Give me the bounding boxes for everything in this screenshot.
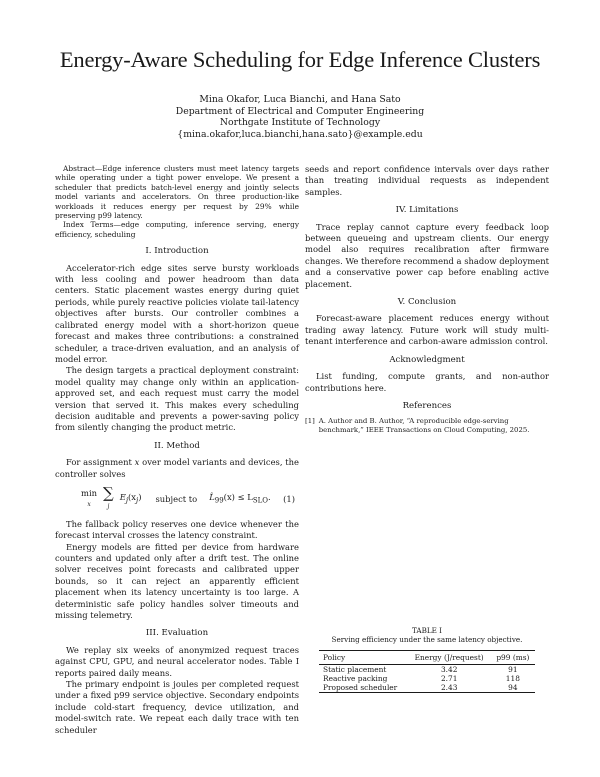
section-heading-evaluation: III. Evaluation bbox=[145, 628, 209, 639]
paper-title: Energy-Aware Scheduling for Edge Inference Clusters bbox=[59, 47, 541, 72]
limitations-paragraph: Trace replay cannot capture every feedback loop between queueing and upstream clients. Our energy model also requires recalibration after firmware changes. We therefore recommend a shadow deployment and a conservative power cap before enabling active placement. bbox=[305, 221, 549, 289]
section-heading-limitations: IV. Limitations bbox=[395, 205, 459, 216]
method-paragraph-1: For assignment x over model variants and devices, the controller solves bbox=[55, 457, 299, 479]
equation-number: (1) bbox=[283, 493, 295, 504]
affiliation-institute: Northgate Institute of Technology bbox=[219, 117, 381, 129]
index-terms: Index Terms—edge computing, inference serving, energy efficiency, scheduling bbox=[55, 220, 299, 239]
intro-paragraph-1: Accelerator-rich edge sites serve bursty workloads with less cooling and power headroom than data centers. Static placement wastes energy during quiet periods, while purely reactive policies violate tail-latency objectives after bursts. Our controller combines a calibrated energy model with a short-horizon queue forecast and makes three contributions: a constrained scheduler, a trace-driven evaluation, and an analysis of model error. bbox=[55, 262, 299, 364]
reference-text: A. Author and B. Author, “A reproducible edge-serving benchmark,” IEEE Transactions on Cloud Computing, 2025. bbox=[318, 417, 530, 434]
table-cell: Proposed scheduler bbox=[323, 683, 398, 692]
eq-min: min x bbox=[81, 487, 98, 509]
left-column bbox=[55, 164, 299, 736]
method-paragraph-3: Energy models are fitted per device from hardware counters and updated only after a drift test. The online solver receives point forecasts and calibrated upper bounds, so it can reject an apparently efficient placement when its latency uncertainty is too large. A deterministic safe policy handles solver timeouts and missing telemetry. bbox=[55, 541, 299, 621]
method-paragraph-2: The fallback policy reserves one device whenever the forecast interval crosses the latency constraint. bbox=[55, 518, 299, 541]
eq-subject-to: subject to bbox=[155, 493, 198, 504]
reference-number: [1] bbox=[305, 417, 315, 426]
table-cell: Static placement bbox=[323, 665, 387, 674]
intro-paragraph-2: The design targets a practical deployment constraint: model quality may change only within an application-approved set, and each request must carry the model version that served it. This makes every scheduling decision auditable and prevents a power-saving policy from silently changing the product metric. bbox=[55, 365, 299, 433]
eq-constraint: $L̂_{99}(x) \le L_{SLO}$. bbox=[209, 491, 271, 505]
eq-term: $E_j(x_j)$ bbox=[119, 491, 142, 505]
equation-1 bbox=[81, 483, 295, 513]
table-header-cell: p99 (ms) bbox=[491, 651, 535, 665]
table-cell: 3.42 bbox=[440, 665, 458, 674]
table-header-cell: Energy (J/request) bbox=[408, 651, 491, 665]
conclusion-paragraph: Forecast-aware placement reduces energy without trading away latency. Future work will study multi-tenant interference and carbon-aware admission control. bbox=[305, 313, 549, 347]
author-emails: {mina.okafor,luca.bianchi,hana.sato}@example.edu bbox=[177, 128, 423, 140]
right-column bbox=[305, 164, 549, 435]
table-cell: 118 bbox=[505, 674, 520, 683]
table-row bbox=[319, 665, 535, 675]
section-heading-acknowledgment: Acknowledgment bbox=[389, 354, 465, 365]
table-header-row bbox=[319, 651, 535, 665]
table-1 bbox=[305, 626, 549, 693]
section-heading-conclusion: V. Conclusion bbox=[397, 297, 457, 308]
section-heading-introduction: I. Introduction bbox=[145, 246, 209, 257]
section-heading-references: References bbox=[402, 400, 452, 411]
table-cell: 2.71 bbox=[440, 674, 458, 683]
acknowledgment-paragraph: List funding, compute grants, and non-author contributions here. bbox=[305, 371, 549, 393]
eval-paragraph-1: We replay six weeks of anonymized request traces against CPU, GPU, and neural accelerator nodes. Table I reports paired daily means. bbox=[55, 644, 299, 678]
affiliation-department: Department of Electrical and Computer Engineering bbox=[175, 105, 425, 117]
eval-paragraph-2-continued: seeds and report confidence intervals over days rather than treating individual requests as independent samples. bbox=[305, 164, 549, 197]
table-cell: Reactive packing bbox=[323, 674, 388, 683]
table-cell: 2.43 bbox=[440, 683, 458, 692]
author-block bbox=[0, 94, 600, 140]
section-heading-method: II. Method bbox=[154, 440, 200, 451]
table-label: TABLE I bbox=[411, 626, 443, 635]
table-row bbox=[319, 674, 535, 683]
eval-paragraph-2: The primary endpoint is joules per completed request under a fixed p99 service objective. Secondary endpoints include cold-start frequency, device utilization, and model-switch rate. We repeat each daily trace with ten scheduler bbox=[55, 679, 299, 735]
table-row bbox=[319, 683, 535, 693]
author-names: Mina Okafor, Luca Bianchi, and Hana Sato bbox=[199, 94, 401, 105]
table-caption: Serving efficiency under the same latency objective. bbox=[331, 635, 523, 644]
eq-sum: ∑ j bbox=[103, 483, 114, 511]
reference-item bbox=[305, 417, 549, 434]
results-table bbox=[319, 650, 535, 693]
table-cell: 91 bbox=[508, 665, 518, 674]
table-header-cell: Policy bbox=[319, 651, 408, 665]
abstract: Abstract—Edge inference clusters must meet latency targets while operating under a tight power envelope. We present a scheduler that predicts batch-level energy and jointly selects model variants and accelerators. On three production-like workloads it reduces energy per request by 29% while preserving p99 latency. bbox=[55, 164, 299, 221]
table-cell: 94 bbox=[508, 683, 518, 692]
